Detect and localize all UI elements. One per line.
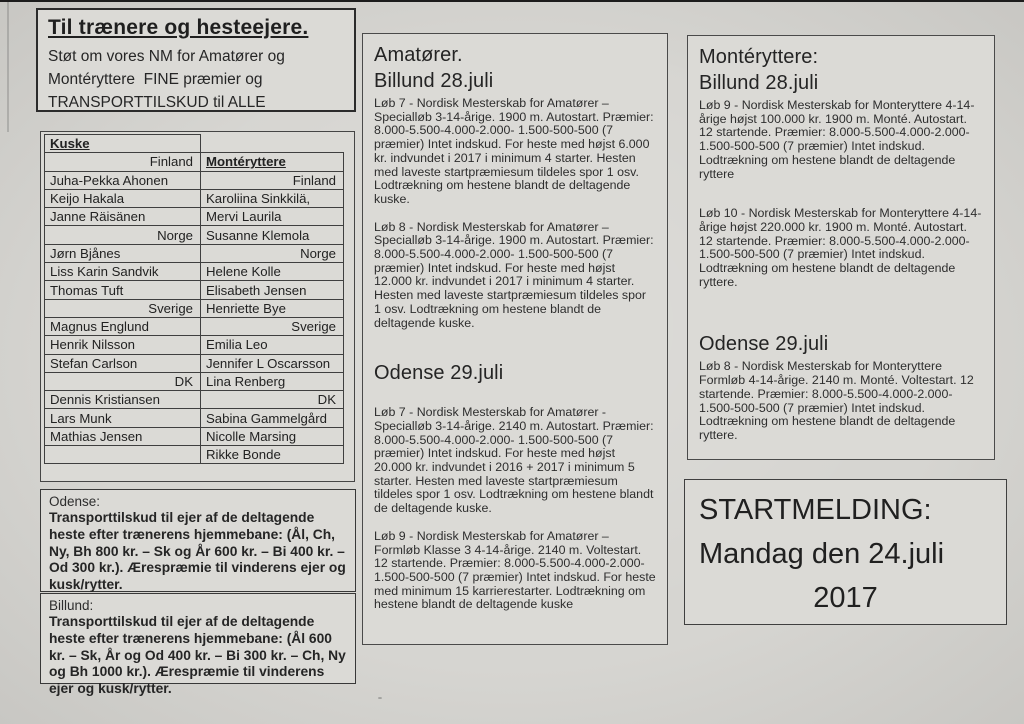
table-cell-right: Sabina Gammelgård — [201, 409, 344, 427]
notice-title: Til trænere og hesteejere. — [48, 16, 309, 39]
table-cell-left: Thomas Tuft — [45, 281, 201, 299]
startmelding-line: 2017 — [813, 582, 878, 614]
table-cell-right: Henriette Bye — [201, 299, 344, 317]
table-cell-right: Susanne Klemola — [201, 226, 344, 244]
table-row — [45, 171, 344, 189]
table-cell-left: Juha-Pekka Ahonen — [45, 171, 201, 189]
table-cell-left: Liss Karin Sandvik — [45, 263, 201, 281]
drivers-table — [44, 134, 344, 464]
table-cell-right: Nicolle Marsing — [201, 427, 344, 445]
table-row — [45, 281, 344, 299]
startmelding-line: Mandag den 24.juli — [699, 538, 945, 570]
table-row — [45, 244, 344, 262]
panel-title: Amatører. — [374, 44, 463, 66]
notice-line: TRANSPORTTILSKUD til ALLE — [48, 94, 266, 111]
section-heading: Odense 29.juli — [699, 333, 829, 356]
table-cell-left: Kuske — [45, 135, 201, 153]
box-body: Transporttilskud til ejer af de deltagende heste efter trænerens hjemmebane: (Ål 600 kr. – Sk, År og Od 400 kr. – Bi 300 kr. – Ch, Ny og Bh 1000 kr.). Ærespræmie til vinderens ejer og kusk/rytter. — [49, 614, 346, 697]
race-paragraph: Løb 8 - Nordisk Mesterskab for Amatører – Specialløb 3-14-årige. 1900 m. Autostart. Præmier: 8.000-5.500-4.000-2.000- 1.500-500-500 (7 præmier) Intet indskud. For heste med højst 12.000 kr. indvundet i 2017 i minimum 4 starter. Hesten med laveste startpræmiesum tildeles spor 1 osv. Lodtrækning om hestene blandt de deltagende kuske. — [374, 219, 654, 330]
race-paragraph: Løb 8 - Nordisk Mesterskab for Monteryttere Formløb 4-14-årige. 2140 m. Monté. Voltestart. 12 startende. Præmier: 8.000-5.500-4.000-2.000- 1.500-500-500 (7 præmier) Intet indskud. Lodtrækning om hestene blandt de deltagende ryttere. — [699, 359, 974, 442]
table-cell-right: Elisabeth Jensen — [201, 281, 344, 299]
table-cell-right: Sverige — [201, 317, 344, 335]
table-cell-left: DK — [45, 372, 201, 390]
amateurs-panel — [362, 33, 668, 645]
table-row — [45, 299, 344, 317]
table-cell-left: Mathias Jensen — [45, 427, 201, 445]
table-cell-left: Henrik Nilsson — [45, 336, 201, 354]
table-cell-right — [201, 135, 344, 153]
table-row — [45, 153, 344, 171]
table-cell-right: Rikke Bonde — [201, 446, 344, 464]
table-row — [45, 427, 344, 445]
table-cell-left: Finland — [45, 153, 201, 171]
race-paragraph: Løb 9 - Nordisk Mesterskab for Monteryttere 4-14-årige højst 100.000 kr. 1900 m. Monté. Autostart. 12 startende. Præmier: 8.000-5.500-4.000-2.000- 1.500-500-500 (7 præmier) Intet indskud. Lodtrækning om hestene blandt de deltagende ryttere — [699, 98, 975, 181]
table-row — [45, 391, 344, 409]
drivers-table-frame — [40, 131, 355, 482]
scan-edge-line — [0, 0, 1024, 2]
table-row — [45, 354, 344, 372]
table-cell-left: Dennis Kristiansen — [45, 391, 201, 409]
startmelding-box — [684, 479, 1007, 625]
startmelding-line: STARTMELDING: — [699, 494, 932, 526]
section-heading: Odense 29.juli — [374, 362, 504, 385]
race-paragraph: Løb 7 - Nordisk Mesterskab for Amatører – Specialløb 3-14-årige. 1900 m. Autostart. Præmier: 8.000-5.500-4.000-2.000- 1.500-500-500 (7 præmier) Intet indskud. For heste med højst 6.000 kr. indvundet i 2017 i minimum 4 starter. Hesten med laveste startpræmiesum tildeles spor 1 osv. Lodtrækning om hestene blandt de deltagende kuske. — [374, 96, 654, 206]
table-cell-left: Stefan Carlson — [45, 354, 201, 372]
table-row — [45, 208, 344, 226]
table-cell-left — [45, 446, 201, 464]
box-label: Billund: — [49, 598, 94, 613]
notice-box — [36, 8, 356, 112]
monte-panel — [687, 35, 995, 460]
notice-line: Montéryttere FINE præmier og — [48, 71, 263, 88]
table-cell-right: Jennifer L Oscarsson — [201, 354, 344, 372]
table-cell-right: Lina Renberg — [201, 372, 344, 390]
race-paragraph: Løb 7 - Nordisk Mesterskab for Amatører - Specialløb 3-14-årige. 2140 m. Autostart. Præmier: 8.000-5.500-4.000-2.000- 1.500-500-500 (7 præmier) Intet indskud. For heste med højst 20.000 kr. indvundet i 2016 + 2017 i minimum 5 starter. Hesten med laveste startpræmiesum tildeles spor 1 osv. Lodtrækning om hestene blandt de deltagende kuske. — [374, 405, 654, 516]
table-row — [45, 263, 344, 281]
table-cell-right: Finland — [201, 171, 344, 189]
table-cell-left: Keijo Hakala — [45, 189, 201, 207]
table-cell-left: Lars Munk — [45, 409, 201, 427]
table-cell-left: Janne Räisänen — [45, 208, 201, 226]
table-row — [45, 336, 344, 354]
table-cell-left: Sverige — [45, 299, 201, 317]
section-heading: Billund 28.juli — [374, 70, 494, 92]
box-label: Odense: — [49, 494, 101, 509]
table-row — [45, 409, 344, 427]
table-row — [45, 372, 344, 390]
table-row — [45, 446, 344, 464]
section-heading: Billund 28.juli — [699, 72, 819, 94]
table-row — [45, 226, 344, 244]
table-cell-right: Emilia Leo — [201, 336, 344, 354]
billund-transport-box — [40, 593, 356, 697]
drivers-table-body — [45, 135, 344, 464]
odense-transport-box — [40, 489, 356, 592]
race-paragraph: Løb 10 - Nordisk Mesterskab for Monteryttere 4-14-årige højst 220.000 kr. 1900 m. Monté. Autostart. 12 startende. Præmier: 8.000-5.500-4.000-2.000- 1.500-500-500 (7 præmier) Intet indskud. Lodtrækning om hestene blandt de deltagende ryttere. — [699, 206, 982, 289]
scan-speck — [378, 697, 382, 699]
table-row — [45, 317, 344, 335]
table-cell-right: Montéryttere — [201, 153, 344, 171]
table-row — [45, 189, 344, 207]
table-cell-right: Norge — [201, 244, 344, 262]
notice-line: Støt om vores NM for Amatører og — [48, 48, 285, 65]
table-row — [45, 135, 344, 153]
panel-title: Montéryttere: — [699, 46, 819, 68]
scan-crease — [7, 2, 9, 132]
box-body: Transporttilskud til ejer af de deltagende heste efter trænerens hjemmebane: (Ål, Ch, Ny, Bh 800 kr. – Sk og År 600 kr. – Bi 400 kr. – Od 300 kr.). Ærespræmie til vinderens ejer og kusk/rytter. — [49, 510, 346, 593]
table-cell-left: Magnus Englund — [45, 317, 201, 335]
table-cell-right: Karoliina Sinkkilä, — [201, 189, 344, 207]
table-cell-left: Jørn Bjånes — [45, 244, 201, 262]
table-cell-right: DK — [201, 391, 344, 409]
table-cell-left: Norge — [45, 226, 201, 244]
race-paragraph: Løb 9 - Nordisk Mesterskab for Amatører – Formløb Klasse 3 4-14-årige. 2140 m. Voltestart. 12 startende. Præmier: 8.000-5.500-4.000-2.000- 1.500-500-500 (7 præmier) Intet indskud. For heste med minimum 15 karrierestarter. Lodtrækning om hestene blandt de deltagende kuske — [374, 528, 656, 612]
table-cell-right: Helene Kolle — [201, 263, 344, 281]
table-cell-right: Mervi Laurila — [201, 208, 344, 226]
